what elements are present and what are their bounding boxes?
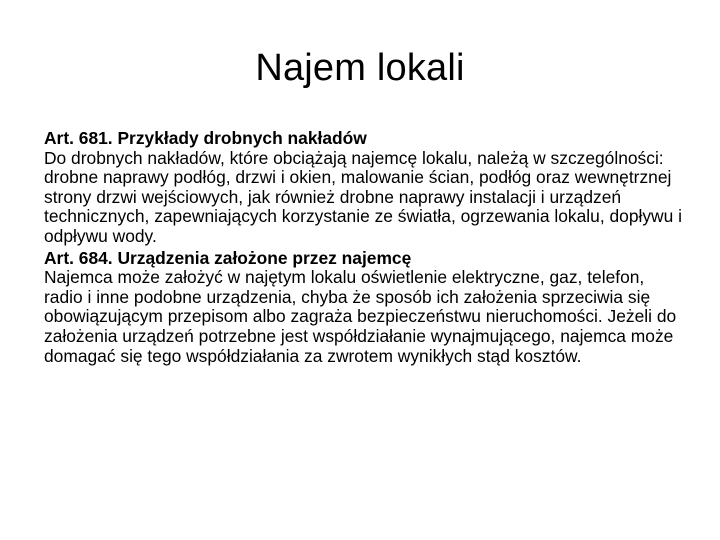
slide-content [44, 129, 684, 368]
article-681-heading: Art. 681. Przykłady drobnych nakładów [44, 128, 367, 148]
article-684-text: Najemca może założyć w najętym lokalu oświetlenie elektryczne, gaz, telefon, radio i inne podobne urządzenia, chyba że sposób ich założenia sprzeciwia się obowiązującym przepisom albo zagraża bezpieczeństwu nieruchomości. Jeżeli do założenia urządzeń potrzebne jest współdziałanie wynajmującego, najemca może domagać się tego współdziałania za zwrotem wynikłych stąd kosztów. [44, 267, 677, 366]
article-681-text: Do drobnych nakładów, które obciążają najemcę lokalu, należą w szczególności: drobne naprawy podłóg, drzwi i okien, malowanie ścian, podłóg oraz wewnętrznej strony drzwi wejściowych, jak również drobne naprawy instalacji i urządzeń technicznych, zapewniających korzystanie ze światła, ogrzewania lokalu, dopływu i odpływu wody. [44, 147, 682, 246]
slide-title: Najem lokali [255, 47, 465, 89]
article-684-heading: Art. 684. Urządzenia założone przez najemcę [44, 247, 412, 268]
